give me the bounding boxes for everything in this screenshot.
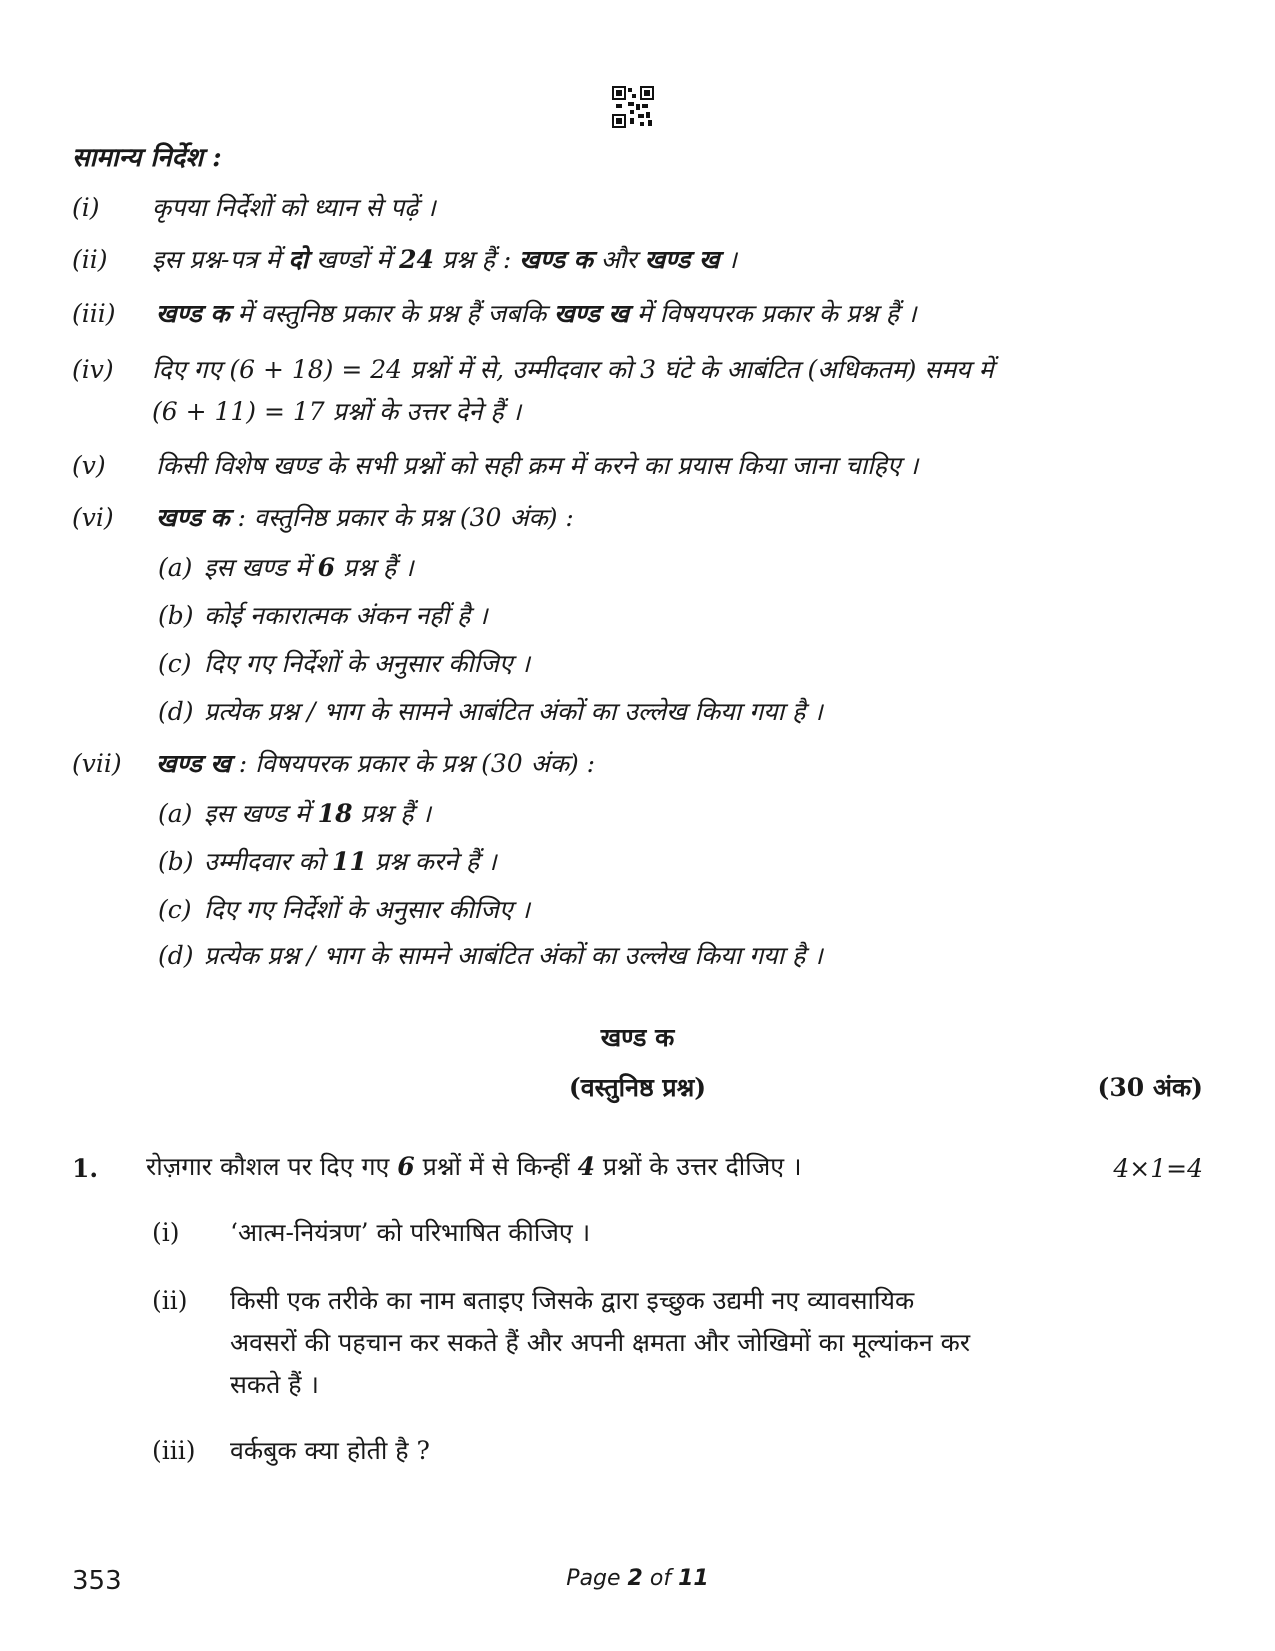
question-part-text: ‘आत्म-नियंत्रण’ को परिभाषित कीजिए । [230,1218,591,1247]
sub-item-num: (a) [158,553,193,582]
instruction-num: (vii) [72,749,122,778]
general-instructions-heading: सामान्य निर्देश : [72,143,222,173]
instruction-text: किसी विशेष खण्ड के सभी प्रश्नों को सही क्रम में करने का प्रयास किया जाना चाहिए । [156,451,919,480]
instruction-num: (ii) [72,245,108,274]
question-marks: 4×1=4 [1113,1154,1203,1183]
question-part-text: वर्कबुक क्या होती है ? [230,1436,430,1465]
instruction-num: (iv) [72,355,114,384]
section-subtitle: (वस्तुनिष्ठ प्रश्न) [568,1073,707,1102]
sub-item-text: दिए गए निर्देशों के अनुसार कीजिए । [204,649,531,678]
sub-item-num: (c) [158,895,192,924]
sub-item-num: (b) [158,847,194,876]
instruction-num: (iii) [72,299,116,328]
sub-item-text: उम्मीदवार को 11 प्रश्न करने हैं । [204,847,497,876]
qr-code-icon [612,86,654,128]
instruction-num: (i) [72,193,100,222]
sub-item-text: प्रत्येक प्रश्न / भाग के सामने आबंटित अंकों का उल्लेख किया गया है । [204,697,823,726]
sub-item-text: कोई नकारात्मक अंकन नहीं है । [204,601,488,630]
instruction-text: इस प्रश्न-पत्र में दो खण्डों में 24 प्रश्न हैं : खण्ड क और खण्ड ख । [152,245,737,274]
section-marks: (30 अंक) [1097,1073,1203,1102]
question-part-num: (iii) [152,1436,196,1465]
sub-item-text: इस खण्ड में 18 प्रश्न हैं । [204,799,431,828]
instruction-text: खण्ड ख : विषयपरक प्रकार के प्रश्न (30 अंक) : [156,749,596,778]
sub-item-num: (b) [158,601,194,630]
question-text: रोज़गार कौशल पर दिए गए 6 प्रश्नों में से किन्हीं 4 प्रश्नों के उत्तर दीजिए । [146,1152,802,1181]
instruction-text: दिए गए (6 + 18) = 24 प्रश्नों में से, उम्मीदवार को 3 घंटे के आबंटित (अधिकतम) समय में [152,355,994,384]
sub-item-text: प्रत्येक प्रश्न / भाग के सामने आबंटित अंकों का उल्लेख किया गया है । [204,941,823,970]
question-number: 1. [72,1154,99,1183]
question-part-text: अवसरों की पहचान कर सकते हैं और अपनी क्षमता और जोखिमों का मूल्यांकन कर [230,1328,971,1357]
sub-item-num: (d) [158,697,194,726]
page-number: Page 2 of 11 [566,1566,709,1591]
question-part-num: (ii) [152,1286,188,1315]
sub-item-text: दिए गए निर्देशों के अनुसार कीजिए । [204,895,531,924]
sub-item-num: (a) [158,799,193,828]
instruction-text: कृपया निर्देशों को ध्यान से पढ़ें । [152,193,436,222]
instruction-num: (vi) [72,503,114,532]
question-part-num: (i) [152,1218,180,1247]
question-part-text: किसी एक तरीके का नाम बताइए जिसके द्वारा इच्छुक उद्यमी नए व्यावसायिक [230,1286,915,1315]
instruction-text: खण्ड क में वस्तुनिष्ठ प्रकार के प्रश्न हैं जबकि खण्ड ख में विषयपरक प्रकार के प्रश्न हैं । [156,299,917,328]
section-title: खण्ड क [600,1023,675,1052]
sub-item-num: (d) [158,941,194,970]
sub-item-text: इस खण्ड में 6 प्रश्न हैं । [204,553,414,582]
instruction-text: (6 + 11) = 17 प्रश्नों के उत्तर देने हैं । [152,397,522,426]
instruction-text: खण्ड क : वस्तुनिष्ठ प्रकार के प्रश्न (30 अंक) : [156,503,574,532]
sub-item-num: (c) [158,649,192,678]
instruction-num: (v) [72,451,106,480]
question-part-text: सकते हैं । [230,1370,319,1399]
paper-code: 353 [72,1566,122,1596]
